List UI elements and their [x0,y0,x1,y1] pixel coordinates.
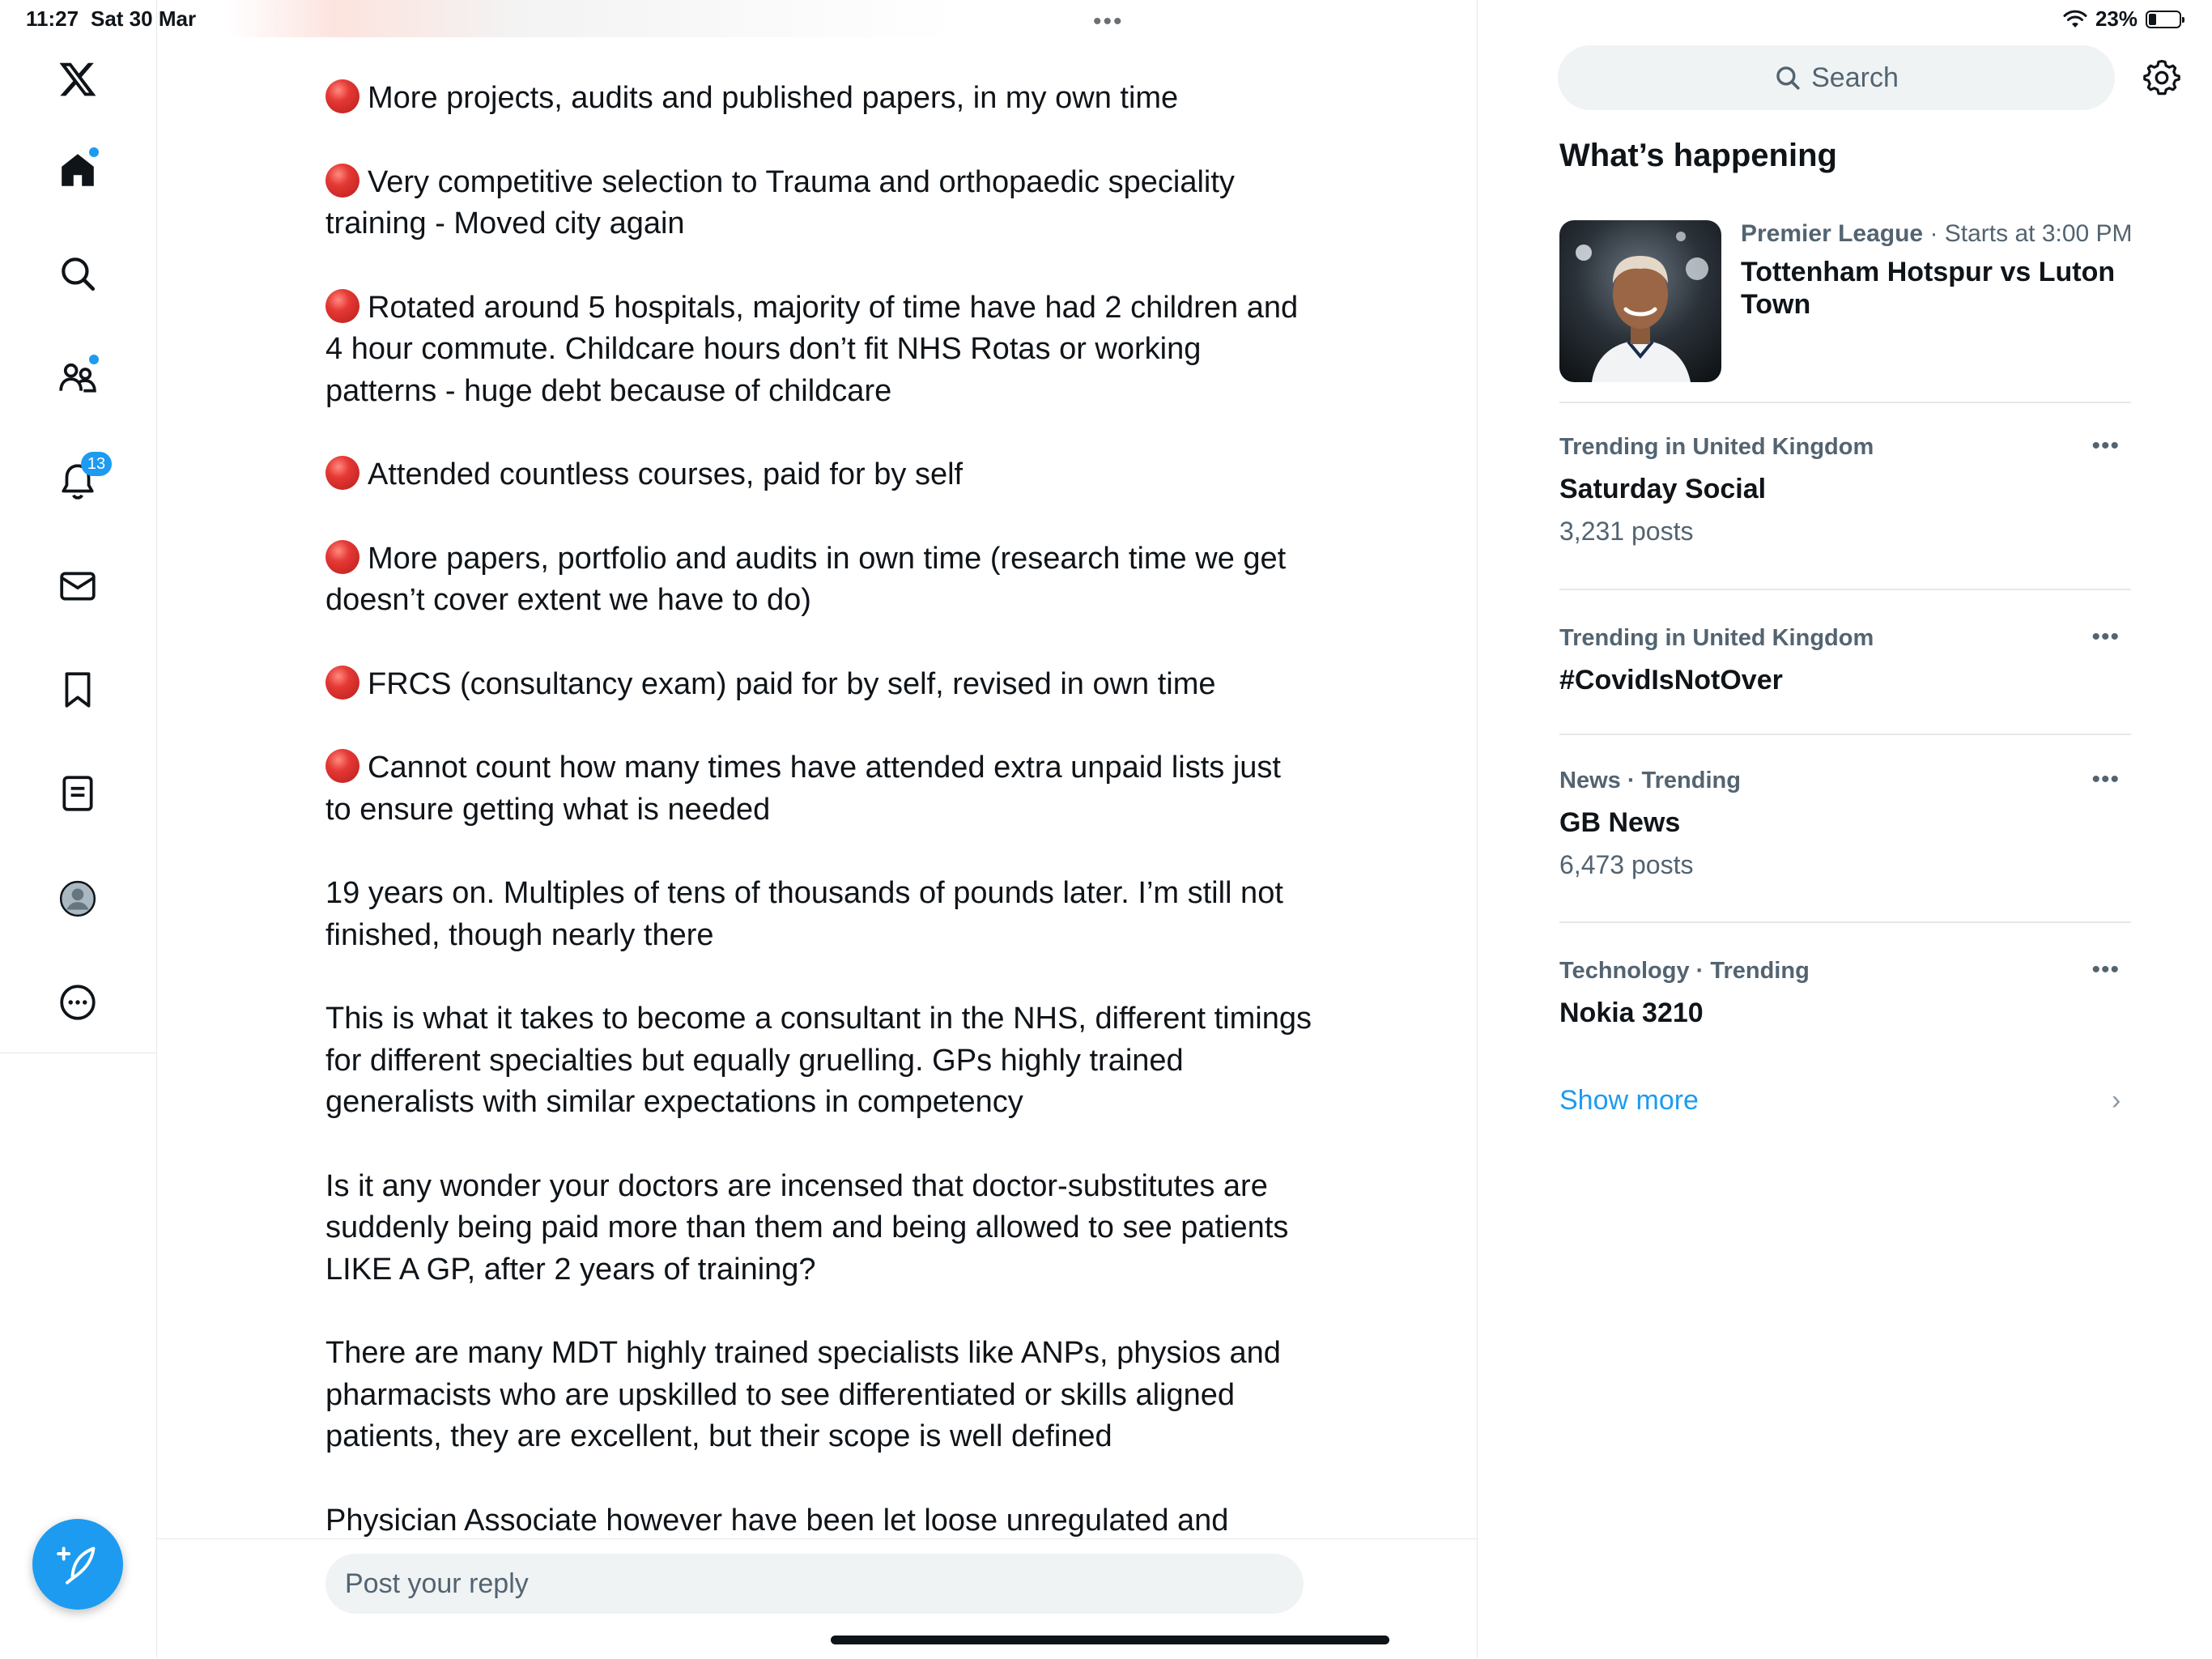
trend-item[interactable] [1559,768,2131,880]
main-column [157,0,1478,1658]
post-body [325,78,1313,1584]
x-logo-icon[interactable] [53,55,102,104]
post-paragraph: This is what it takes to become a consultant in the NHS, different timings for different specialties but equally gruelling. GPs highly trained generalists with similar expectations in competency [325,1002,1312,1119]
event-meta: Premier League · Starts at 3:00 PM [1741,220,2133,247]
red-circle-icon [325,666,359,700]
status-time: 11:27 [26,6,79,31]
chevron-right-icon[interactable]: › [2112,1085,2121,1116]
red-circle-icon [325,79,359,113]
post-paragraph: Very competitive selection to Trauma and orthopaedic speciality training - Moved city again [325,164,1235,240]
trend-item[interactable] [1559,958,2131,1029]
search-placeholder: Search [1811,62,1899,93]
red-circle-icon [325,540,359,574]
wifi-icon [2063,10,2087,29]
reply-input[interactable] [325,1554,1304,1614]
home-icon[interactable] [53,146,102,194]
trend-name: Nokia 3210 [1559,998,1704,1028]
lists-icon[interactable] [53,769,102,818]
multitasking-dots[interactable]: ••• [1093,8,1124,35]
trend-item[interactable] [1559,625,2131,696]
profile-avatar-icon[interactable] [53,874,102,923]
post-paragraph: There are many MDT highly trained specialists like ANPs, physios and pharmacists who are upskilled to see differentiated or skills aligned patients, they are excellent, but their scope is well defined [325,1336,1281,1453]
post-paragraph: Cannot count how many times have attended extra unpaid lists just to ensure getting what is needed [325,751,1281,827]
explore-search-icon[interactable] [53,249,102,298]
post-paragraph: More papers, portfolio and audits in own time (research time we get doesn’t cover extent we have to do) [325,541,1287,617]
battery-icon [2146,11,2181,28]
compose-post-button[interactable] [32,1519,123,1610]
trend-more-icon[interactable]: ••• [2091,956,2120,983]
left-navigation [0,0,157,1053]
battery-percent: 23% [2095,6,2138,31]
notifications-bell-icon[interactable] [53,454,106,505]
divider [1559,734,2131,735]
red-circle-icon [325,456,359,490]
post-paragraph: Is it any wonder your doctors are incensed that doctor-substitutes are suddenly being paid more than them and being allowed to see patients LIKE A GP, after 2 years of training? [325,1168,1289,1287]
divider [1559,402,2131,403]
divider [1559,921,2131,923]
home-unread-dot [89,147,99,157]
messages-mail-icon[interactable] [53,562,102,610]
communities-unread-dot [89,355,99,364]
divider [1559,589,2131,590]
trend-more-icon[interactable]: ••• [2091,432,2120,459]
trend-name: #CovidIsNotOver [1559,665,1783,696]
notifications-count-badge: 13 [81,452,112,476]
event-photo [1559,220,1721,382]
trend-more-icon[interactable]: ••• [2091,623,2120,650]
status-date: Sat 30 Mar [91,6,197,31]
more-circle-icon[interactable] [53,978,102,1027]
trend-count: 3,231 posts [1559,517,1694,546]
post-paragraph: Attended countless courses, paid for by self [325,454,1313,496]
post-paragraph: 19 years on. Multiples of tens of thousands of pounds later. I’m still not finished, though nearly there [325,876,1283,952]
trend-item[interactable] [1559,434,2131,547]
trend-meta: Technology · Trending [1559,958,1810,984]
post-paragraph: Rotated around 5 hospitals, majority of time have had 2 children and 4 hour commute. Childcare hours don’t fit NHS Rotas or working patterns - huge debt because of childcare [325,290,1299,408]
trend-count: 6,473 posts [1559,850,1694,879]
show-more-link[interactable]: Show more [1559,1085,1699,1116]
home-indicator[interactable] [831,1636,1389,1644]
search-icon [1774,64,1802,91]
trend-more-icon[interactable]: ••• [2091,766,2120,793]
post-paragraph: More projects, audits and published papers, in my own time [325,78,1313,120]
search-input[interactable] [1558,45,2115,110]
communities-people-icon[interactable] [53,353,102,402]
red-circle-icon [325,164,359,198]
trend-meta: News · Trending [1559,768,1741,793]
red-circle-icon [325,749,359,783]
settings-gear-icon[interactable] [2142,58,2181,97]
red-circle-icon [325,289,359,323]
trend-name: Saturday Social [1559,474,1767,504]
trend-meta: Trending in United Kingdom [1559,625,1874,651]
whats-happening-title: What’s happening [1559,138,1837,173]
trend-name: GB News [1559,807,1681,838]
post-paragraph: Physician Associate however have been let loose unregulated and [325,1503,1229,1538]
bookmarks-icon[interactable] [53,666,102,714]
status-indicators [2063,6,2181,32]
event-card[interactable] [1559,220,2133,403]
trend-meta: Trending in United Kingdom [1559,434,1874,460]
post-paragraph: FRCS (consultancy exam) paid for by self, revised in own time [325,664,1313,706]
event-title: Tottenham Hotspur vs Luton Town [1741,257,2116,320]
feather-plus-icon [57,1543,99,1585]
